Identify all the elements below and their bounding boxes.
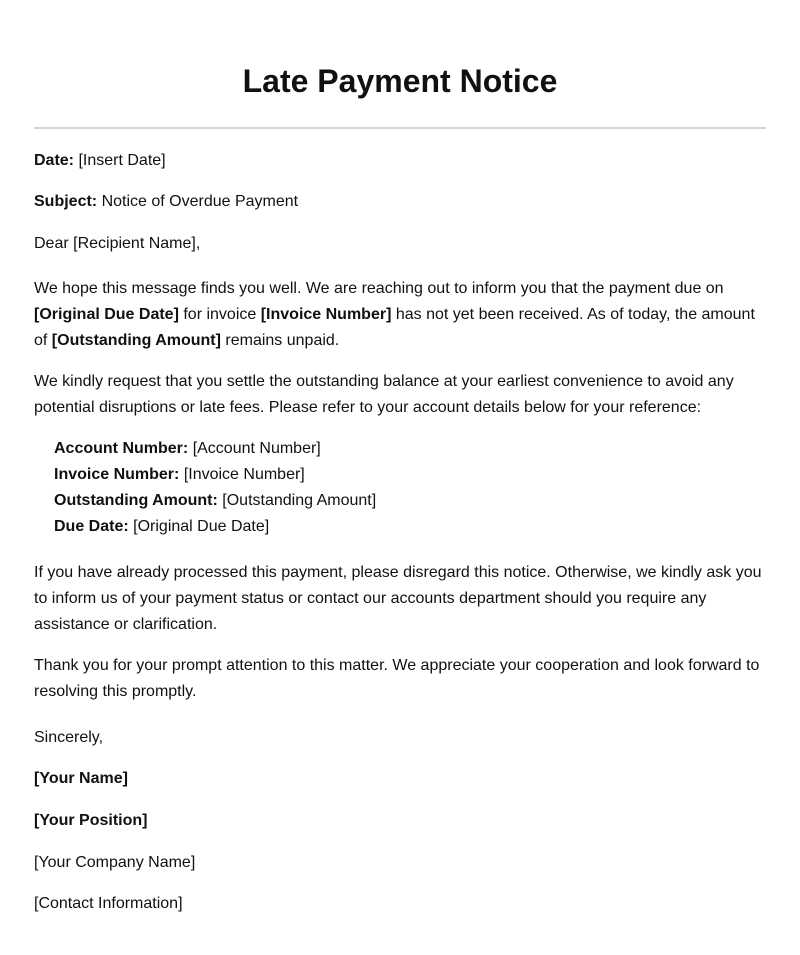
detail-account-number xyxy=(54,436,770,462)
paragraph-intro-text-4: remains unpaid. xyxy=(220,332,340,349)
paragraph-request-line-1: We kindly request that you settle the outstanding balance at your earliest convenience to avoid any xyxy=(34,373,734,390)
paragraph-request xyxy=(34,369,770,421)
signature-name: [Your Name] xyxy=(34,770,128,787)
signature-company: [Your Company Name] xyxy=(34,854,196,871)
paragraph-intro xyxy=(34,276,770,354)
signature-contact: [Contact Information] xyxy=(34,895,183,912)
date-value: [Insert Date] xyxy=(78,152,166,169)
closing: Sincerely, xyxy=(34,729,104,746)
detail-value: [Original Due Date] xyxy=(133,518,270,535)
subject-line xyxy=(34,189,770,215)
paragraph-disregard-line-1: If you have already processed this payment, please disregard this notice. Otherwise, we kindly ask you xyxy=(34,564,762,581)
title-divider xyxy=(34,127,766,129)
date-label: Date: xyxy=(34,152,75,169)
detail-value: [Account Number] xyxy=(192,440,321,457)
detail-invoice-number xyxy=(54,462,770,488)
paragraph-intro-line-2 xyxy=(34,302,770,328)
invoice-placeholder: [Invoice Number] xyxy=(260,306,392,323)
paragraph-request-line-2: potential disruptions or late fees. Please refer to your account details below for your reference: xyxy=(34,399,702,416)
detail-label: Outstanding Amount: xyxy=(54,492,218,509)
detail-value: [Outstanding Amount] xyxy=(222,492,377,509)
detail-due-date xyxy=(54,514,770,540)
subject-value: Notice of Overdue Payment xyxy=(101,193,299,210)
due-date-placeholder: [Original Due Date] xyxy=(34,306,179,323)
paragraph-disregard xyxy=(34,560,770,638)
paragraph-intro-text-3: of xyxy=(34,332,52,349)
paragraph-intro-line-1: We hope this message finds you well. We are reaching out to inform you that the payment due on xyxy=(34,280,724,297)
letter-body xyxy=(34,148,770,917)
date-line xyxy=(34,148,770,174)
paragraph-disregard-line-2: to inform us of your payment status or contact our accounts department should you require any xyxy=(34,590,707,607)
paragraph-thanks xyxy=(34,653,770,705)
detail-value: [Invoice Number] xyxy=(183,466,305,483)
detail-label: Invoice Number: xyxy=(54,466,180,483)
salutation: Dear [Recipient Name], xyxy=(34,235,201,252)
amount-placeholder: [Outstanding Amount] xyxy=(51,332,221,349)
detail-outstanding-amount xyxy=(54,488,770,514)
paragraph-intro-line-3 xyxy=(34,328,770,354)
detail-label: Due Date: xyxy=(54,518,129,535)
paragraph-intro-text-2: has not yet been received. As of today, the amount xyxy=(391,306,755,323)
document-title: Late Payment Notice xyxy=(242,63,558,99)
paragraph-disregard-line-3: assistance or clarification. xyxy=(34,616,218,633)
account-details-list xyxy=(34,436,770,540)
subject-label: Subject: xyxy=(34,193,98,210)
signature-position: [Your Position] xyxy=(34,812,148,829)
paragraph-intro-text-1: for invoice xyxy=(178,306,261,323)
paragraph-thanks-line-1: Thank you for your prompt attention to this matter. We appreciate your cooperation and look forward to xyxy=(34,657,760,674)
detail-label: Account Number: xyxy=(54,440,189,457)
paragraph-thanks-line-2: resolving this promptly. xyxy=(34,683,197,700)
